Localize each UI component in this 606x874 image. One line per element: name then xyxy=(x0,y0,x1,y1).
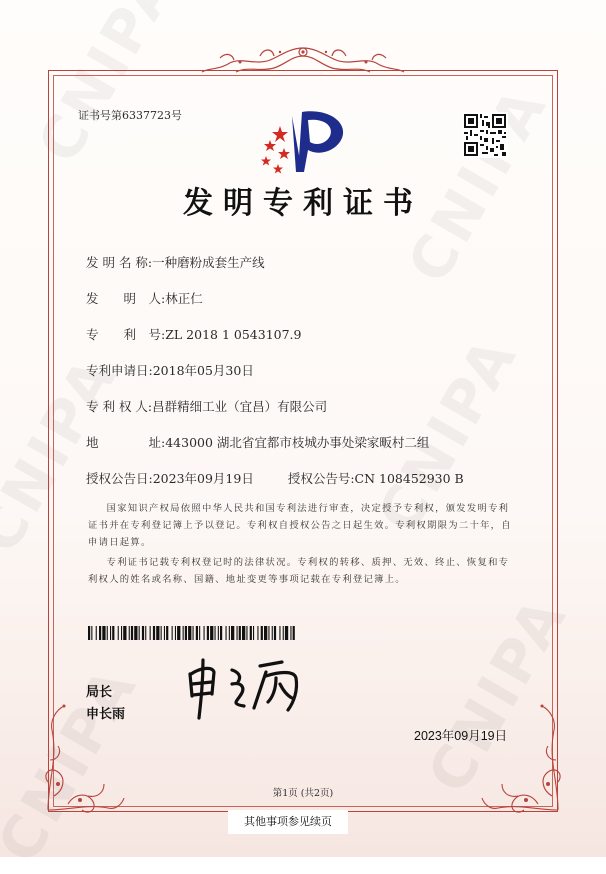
barcode-bar xyxy=(231,626,234,640)
barcode-bar xyxy=(150,626,151,640)
footer-note: 其他事项参见续页 xyxy=(228,810,348,834)
field-label: 专利申请日: xyxy=(86,363,153,378)
signature-title: 局长 xyxy=(86,684,113,699)
barcode-bar xyxy=(257,626,258,640)
barcode-bar xyxy=(139,626,140,640)
field-value: 2018年05月30日 xyxy=(152,363,254,378)
cnipa-emblem-icon xyxy=(258,106,350,176)
field-address xyxy=(86,433,429,451)
barcode-bar xyxy=(118,626,119,640)
barcode-bar xyxy=(142,626,144,640)
barcode-bar xyxy=(175,626,176,640)
barcode-bar xyxy=(226,626,227,640)
barcode-bar xyxy=(172,626,173,640)
barcode-bar xyxy=(102,626,105,640)
barcode-bar xyxy=(199,626,200,640)
barcode-bar xyxy=(183,626,184,640)
barcode-bar xyxy=(218,626,219,640)
field-label: 地 址: xyxy=(86,435,166,450)
barcode xyxy=(88,626,296,640)
barcode-bar xyxy=(177,626,180,640)
barcode-bar xyxy=(188,626,191,640)
barcode-bar xyxy=(239,626,241,640)
field-label: 专 利 号: xyxy=(86,327,166,342)
barcode-bar xyxy=(207,626,209,640)
barcode-bar xyxy=(279,626,280,640)
field-value: 林正仁 xyxy=(165,291,203,306)
corner-ornament-right xyxy=(478,700,568,820)
field-label: 专 利 权 人: xyxy=(86,399,153,414)
field-announcement xyxy=(86,469,464,487)
field-value: ZL 2018 1 0543107.9 xyxy=(165,327,302,342)
barcode-bar xyxy=(99,626,101,640)
field-label: 发 明 名 称: xyxy=(86,255,153,270)
field-value: 一种磨粉成套生产线 xyxy=(152,255,265,270)
barcode-bar xyxy=(153,626,155,640)
legal-paragraph: 专利证书记载专利权登记时的法律状况。专利权的转移、质押、无效、终止、恢复和专利权人的姓名或名称、国籍、地址变更等事项记载在专利登记簿上。 xyxy=(88,557,510,585)
barcode-bar xyxy=(156,626,159,640)
barcode-bar xyxy=(131,626,133,640)
field-label: 发 明 人: xyxy=(86,291,166,306)
announcement-date-value: 2023年09月19日 xyxy=(152,471,254,486)
barcode-bar xyxy=(290,626,291,640)
barcode-bar xyxy=(204,626,205,640)
barcode-bar xyxy=(196,626,198,640)
barcode-bar xyxy=(164,626,165,640)
qr-code xyxy=(462,112,508,158)
announcement-number-label: 授权公告号: xyxy=(287,471,355,486)
barcode-bar xyxy=(283,626,284,640)
field-patent-number xyxy=(86,325,302,343)
page-indicator: 第1页 (共2页) xyxy=(272,788,334,799)
barcode-bar xyxy=(112,626,114,640)
barcode-bar xyxy=(215,626,216,640)
field-value: 443000 湖北省宜都市枝城办事处梁家畈村二组 xyxy=(165,435,430,450)
barcode-bar xyxy=(161,626,162,640)
barcode-bar xyxy=(293,626,295,640)
barcode-bar xyxy=(110,626,111,640)
certificate-title: 发明专利证书 xyxy=(183,186,423,221)
barcode-bar xyxy=(246,626,247,640)
barcode-bar xyxy=(166,626,168,640)
barcode-bar xyxy=(134,626,137,640)
field-value: 昌群精细工业（宜昌）有限公司 xyxy=(152,399,328,414)
barcode-bar xyxy=(242,626,245,640)
signature-name: 申长雨 xyxy=(86,706,126,721)
barcode-bar xyxy=(229,626,230,640)
field-patentee xyxy=(86,397,327,415)
barcode-bar xyxy=(185,626,187,640)
barcode-bar xyxy=(123,626,126,640)
barcode-bar xyxy=(88,626,90,640)
barcode-bar xyxy=(268,626,269,640)
barcode-bar xyxy=(193,626,194,640)
top-ornament xyxy=(200,42,406,82)
issue-date: 2023年09月19日 xyxy=(414,729,508,743)
barcode-bar xyxy=(96,626,97,640)
field-application-date xyxy=(86,361,254,379)
barcode-bar xyxy=(220,626,222,640)
barcode-bar xyxy=(250,626,252,640)
certificate-number: 证书号第6337723号 xyxy=(78,109,182,122)
barcode-bar xyxy=(264,626,267,640)
barcode-bar xyxy=(107,626,108,640)
barcode-bar xyxy=(145,626,146,640)
legal-paragraph: 国家知识产权局依照中华人民共和国专利法进行审查，决定授予专利权，颁发发明专利证书并在专利登记簿上予以登记。专利权自授权公告之日起生效。专利权期限为二十年，自申请日起算。 xyxy=(88,503,512,548)
field-invention-name xyxy=(86,253,265,271)
field-inventor xyxy=(86,289,203,307)
barcode-bar xyxy=(285,626,288,640)
announcement-date-label: 授权公告日: xyxy=(86,471,153,486)
announcement-number-value: CN 108452930 B xyxy=(354,471,464,486)
barcode-bar xyxy=(272,626,273,640)
barcode-bar xyxy=(91,626,92,640)
barcode-bar xyxy=(253,626,254,640)
barcode-bar xyxy=(210,626,213,640)
barcode-bar xyxy=(237,626,238,640)
barcode-bar xyxy=(274,626,276,640)
barcode-bar xyxy=(261,626,263,640)
handwritten-signature xyxy=(182,652,312,722)
barcode-bar xyxy=(129,626,130,640)
barcode-bar xyxy=(121,626,122,640)
